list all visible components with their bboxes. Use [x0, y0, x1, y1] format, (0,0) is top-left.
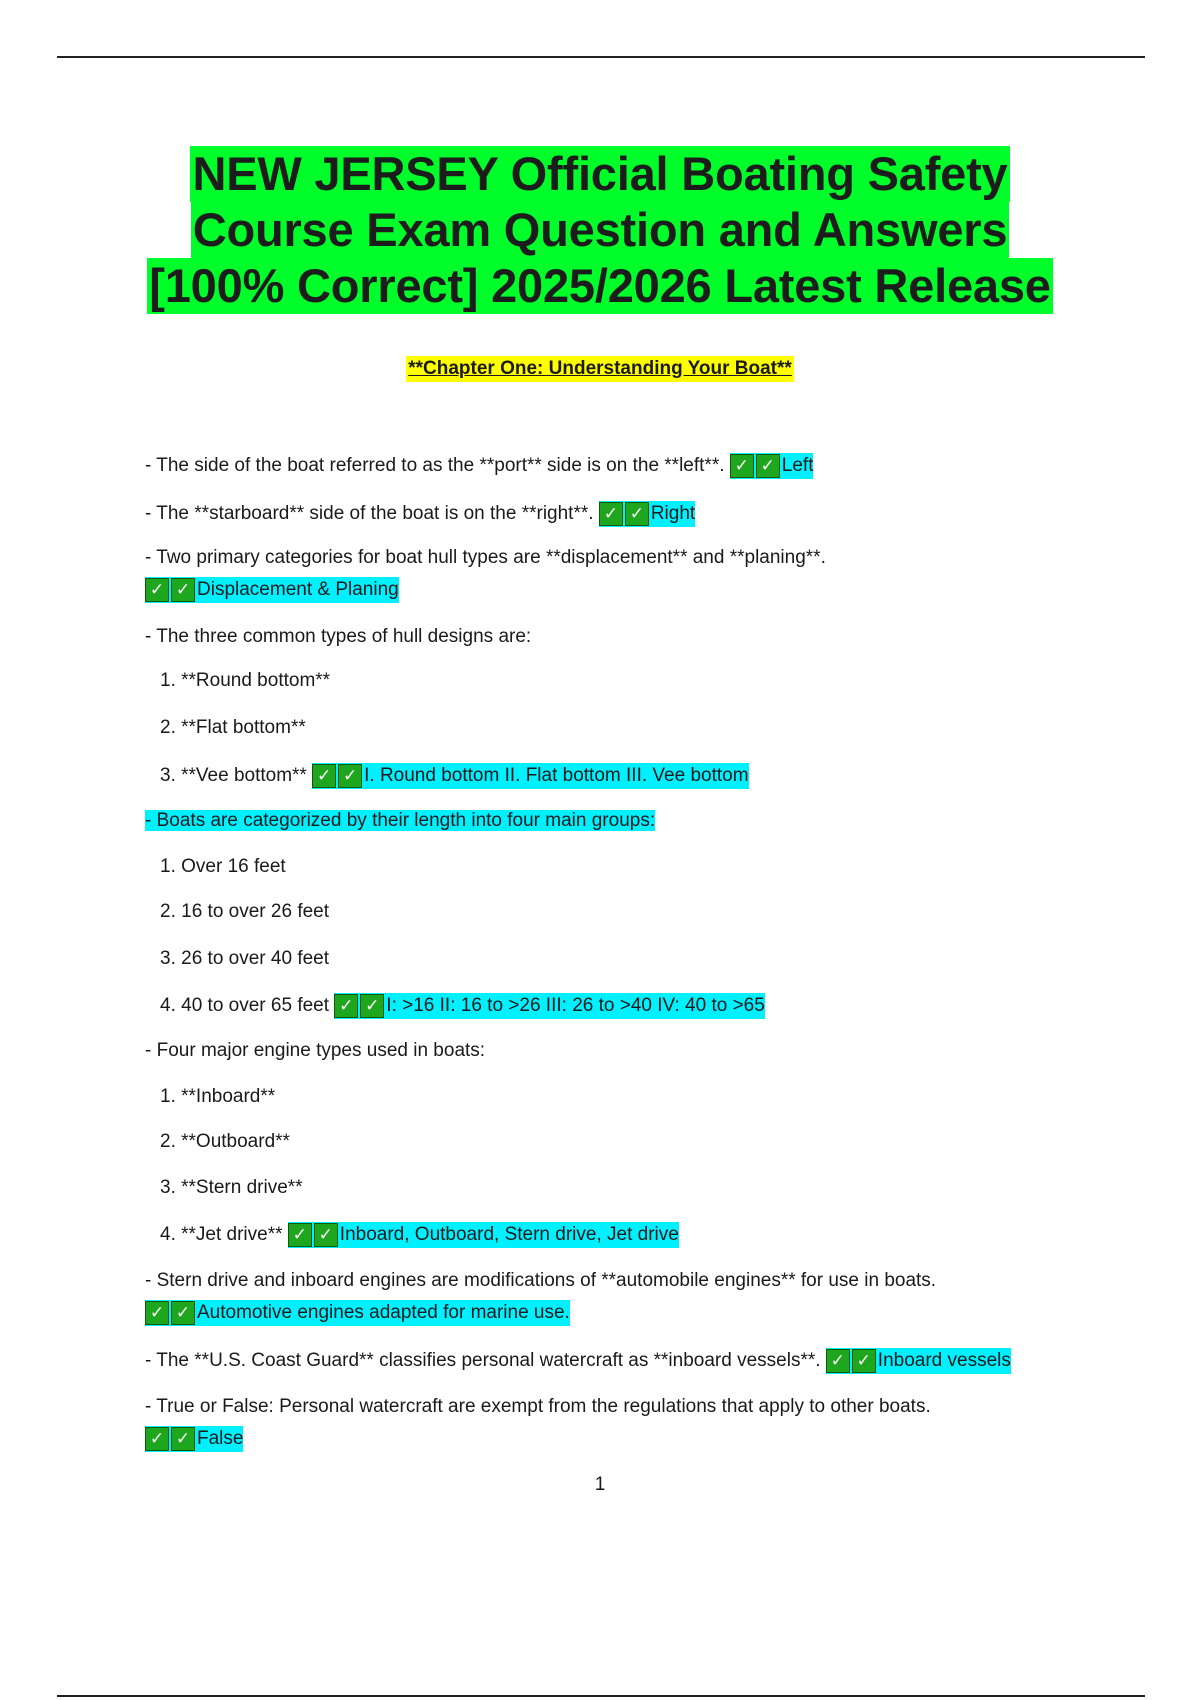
answer [145, 577, 399, 603]
check-icon: ✓ [145, 1301, 169, 1325]
answer-text: I: >16 II: 16 to >26 III: 26 to >40 IV: 40 to >65 [386, 995, 765, 1016]
answer [826, 1348, 1011, 1374]
question-text: - True or False: Personal watercraft are exempt from the regulations that apply to other boats. [145, 1396, 931, 1417]
question-text: - The **U.S. Coast Guard** classifies personal watercraft as **inboard vessels**. [145, 1350, 821, 1371]
title-line-1: NEW JERSEY Official Boating Safety [192, 147, 1008, 200]
check-icon: ✓ [625, 502, 649, 526]
answer [288, 1222, 679, 1248]
answer-text: Inboard, Outboard, Stern drive, Jet drive [339, 1224, 679, 1245]
answer [730, 453, 814, 479]
list-item: 3. 26 to over 40 feet [160, 948, 330, 969]
check-icon: ✓ [171, 1301, 195, 1325]
answer [145, 1300, 570, 1326]
document-title [0, 146, 1200, 314]
answer-text: False [197, 1428, 244, 1449]
question-text: - Boats are categorized by their length into four main groups: [145, 810, 656, 831]
check-icon: ✓ [338, 764, 362, 788]
check-icon: ✓ [852, 1349, 876, 1373]
answer [334, 993, 765, 1019]
title-line-2: Course Exam Question and Answers [192, 203, 1008, 256]
answer [599, 501, 695, 527]
check-icon: ✓ [145, 578, 169, 602]
qa-item-automobile-engines [145, 1268, 936, 1294]
list-item-with-answer: 3. **Vee bottom** ✓ ✓ I. Round bottom II. Flat bottom III. Vee bottom [160, 763, 749, 789]
list-item: 2. **Flat bottom** [160, 717, 306, 738]
answer-text: Right [650, 503, 696, 524]
check-icon: ✓ [360, 994, 384, 1018]
question-text: - The three common types of hull designs are: [145, 626, 532, 647]
bottom-rule [57, 1695, 1145, 1697]
answer-text: I. Round bottom II. Flat bottom III. Vee bottom [364, 765, 749, 786]
question-text: - The side of the boat referred to as the **port** side is on the **left**. [145, 455, 725, 476]
check-icon: ✓ [756, 454, 780, 478]
check-icon: ✓ [288, 1223, 312, 1247]
answer [312, 763, 748, 789]
qa-item-boat-length [145, 808, 655, 834]
list-item: 1. **Round bottom** [160, 670, 331, 691]
list-item-with-answer: 4. 40 to over 65 feet ✓ ✓ I: >16 II: 16 to >26 III: 26 to >40 IV: 40 to >65 [160, 993, 765, 1019]
check-icon: ✓ [314, 1223, 338, 1247]
check-icon: ✓ [334, 994, 358, 1018]
question-text: - Four major engine types used in boats: [145, 1040, 486, 1061]
list-item: 2. 16 to over 26 feet [160, 901, 330, 922]
list-item: 1. Over 16 feet [160, 856, 286, 877]
check-icon: ✓ [826, 1349, 850, 1373]
qa-item-true-false [145, 1394, 931, 1420]
title-line-3: [100% Correct] 2025/2026 Latest Release [149, 259, 1051, 312]
check-icon: ✓ [171, 578, 195, 602]
qa-item-port [145, 453, 813, 479]
list-item: 3. **Stern drive** [160, 1177, 303, 1198]
question-text: - Stern drive and inboard engines are modifications of **automobile engines** for use in boats. [145, 1270, 937, 1291]
qa-item-coast-guard [145, 1348, 1011, 1374]
page-number: 1 [594, 1474, 606, 1495]
qa-item-engine-types [145, 1038, 485, 1064]
question-text: - Two primary categories for boat hull types are **displacement** and **planing**. [145, 547, 826, 568]
qa-item-hull-designs [145, 624, 531, 650]
answer-line [145, 1426, 243, 1452]
answer [145, 1426, 243, 1452]
answer-text: Left [781, 455, 814, 476]
list-item: 1. **Inboard** [160, 1086, 276, 1107]
check-icon: ✓ [730, 454, 754, 478]
question-text: - The **starboard** side of the boat is on the **right**. [145, 503, 594, 524]
check-icon: ✓ [312, 764, 336, 788]
answer-text: Displacement & Planing [197, 579, 399, 600]
answer-text: Inboard vessels [877, 1350, 1011, 1371]
answer-line [145, 577, 399, 603]
check-icon: ✓ [145, 1427, 169, 1451]
chapter-heading: **Chapter One: Understanding Your Boat** [0, 356, 1200, 382]
answer-text: Automotive engines adapted for marine use. [197, 1302, 570, 1323]
check-icon: ✓ [599, 502, 623, 526]
qa-item-starboard [145, 501, 695, 527]
top-rule [57, 56, 1145, 58]
answer-line [145, 1300, 570, 1326]
check-icon: ✓ [171, 1427, 195, 1451]
list-item-with-answer: 4. **Jet drive** ✓ ✓ Inboard, Outboard, Stern drive, Jet drive [160, 1222, 679, 1248]
qa-item-hull-categories [145, 545, 826, 571]
list-item: 2. **Outboard** [160, 1131, 290, 1152]
